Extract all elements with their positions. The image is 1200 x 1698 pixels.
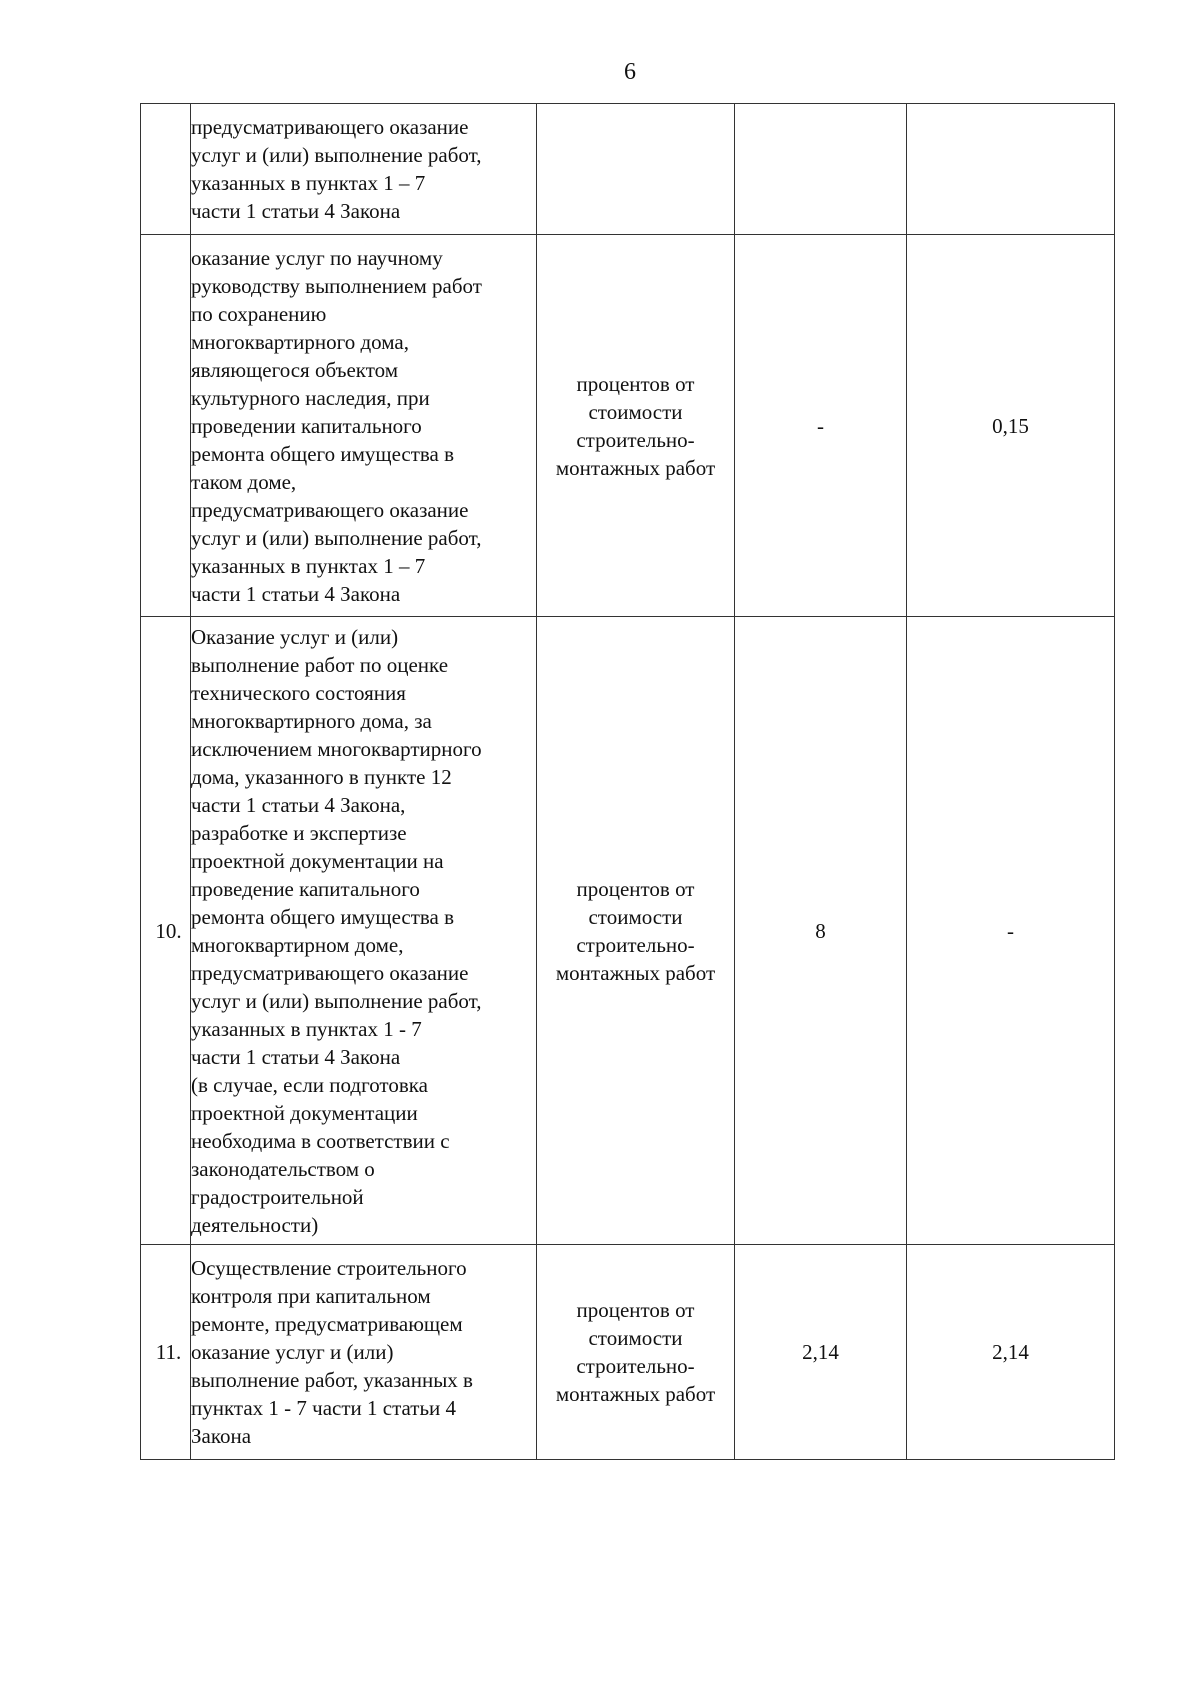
- row-unit-cell: [537, 104, 735, 235]
- row-number-cell: [141, 104, 191, 235]
- row-unit-cell: процентов от стоимости строительно- монтажных работ: [537, 1245, 735, 1460]
- row-description-cell: Оказание услуг и (или) выполнение работ по оценке технического состояния многоквартирного дома, за исключением многоквартирного дома, указанного в пункте 12 части 1 статьи 4 Закона, разработке и экспертизе проектной документации на проведение капитального ремонта общего имущества в многоквартирном доме, предусматривающего оказание услуг и (или) выполнение работ, указанных в пунктах 1 - 7 части 1 статьи 4 Закона (в случае, если подготовка проектной документации необходима в соответствии с законодательством о градостроительной деятельности): [191, 617, 537, 1245]
- row-number-cell: [141, 235, 191, 617]
- row-value2-cell: -: [907, 617, 1115, 1245]
- row-value1-cell: -: [735, 235, 907, 617]
- row-unit-cell: процентов от стоимости строительно- монтажных работ: [537, 235, 735, 617]
- row-number-cell: 10.: [141, 617, 191, 1245]
- row-value1-cell: [735, 104, 907, 235]
- row-description-cell: оказание услуг по научному руководству выполнением работ по сохранению многоквартирного дома, являющегося объектом культурного наследия, при проведении капитального ремонта общего имущества в таком доме, предусматривающего оказание услуг и (или) выполнение работ, указанных в пунктах 1 – 7 части 1 статьи 4 Закона: [191, 235, 537, 617]
- row-value2-cell: 0,15: [907, 235, 1115, 617]
- page-number: 6: [624, 59, 636, 85]
- row-unit-cell: процентов от стоимости строительно- монтажных работ: [537, 617, 735, 1245]
- row-value1-cell: 2,14: [735, 1245, 907, 1460]
- tariff-table: [140, 103, 1115, 1460]
- row-description-cell: предусматривающего оказание услуг и (или) выполнение работ, указанных в пунктах 1 – 7 части 1 статьи 4 Закона: [191, 104, 537, 235]
- table-row: [141, 617, 1115, 1245]
- table-row: [141, 104, 1115, 235]
- row-value2-cell: [907, 104, 1115, 235]
- table-row: [141, 235, 1115, 617]
- table-row: [141, 1245, 1115, 1460]
- row-description-cell: Осуществление строительного контроля при капитальном ремонте, предусматривающем оказание услуг и (или) выполнение работ, указанных в пунктах 1 - 7 части 1 статьи 4 Закона: [191, 1245, 537, 1460]
- row-number-cell: 11.: [141, 1245, 191, 1460]
- row-value1-cell: 8: [735, 617, 907, 1245]
- row-value2-cell: 2,14: [907, 1245, 1115, 1460]
